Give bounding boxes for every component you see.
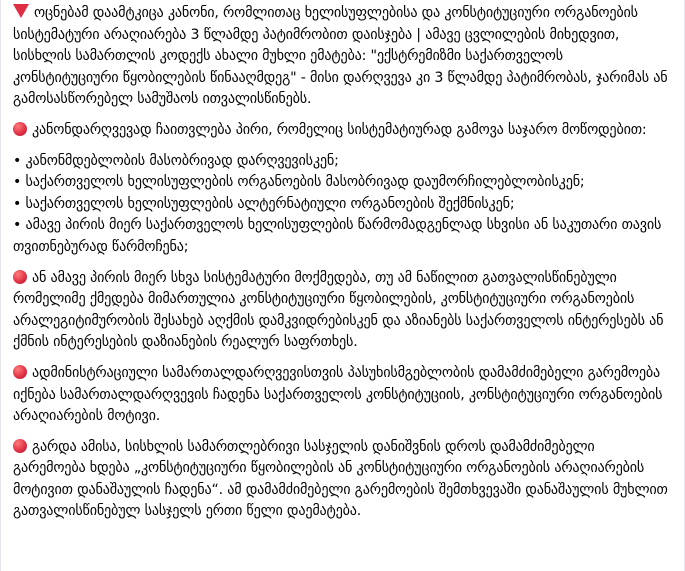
intro-paragraph: ოცნებამ დაამტკიცა კანონი, რომლითაც ხელისუფლებისა და კონსტიტუციური ორგანოების სისტემატური არაღიარება 3 წლამდე პატიმრობით დაისჯება | ამავე ცვლილების მიხედვით, სისხლის სამართლის კოდექს ახალი მუხლი ემატება: "ექსტრემიზმი საქართველოს კონსტიტუციური წყობილების წინააღმდეგ" - მისი დარღვევა კი 3 წლამდე პატიმრობას, ჯარიმას ან გამოსასწორებელ სამუშაოს ითვალისწინებს. [13, 5, 668, 108]
red-circle-icon [13, 365, 27, 379]
list-item: • საქართველოს ხელისუფლების ორგანოების მასობრივად დაუმორჩილებლობისკენ; [13, 174, 585, 191]
paragraph-criminal: გარდა ამისა, სისხლის სამართლებრივი სასჯელის დანიშვნის დროს დამამძიმებელი გარემოება ხდება „კონსტიტუციური წყობილების ან კონსტიტუციური ორგანოების არაღიარების მოტივით დანაშაულის ჩადენა“. ამ დამამძიმებელი გარემოების შემთხვევაში დანაშაულის მუხლით გათვალისწინებულ სასჯელს ერთი წელი დაემატება. [13, 438, 668, 520]
list-item: • საქართველოს ხელისუფლების ალტერნატიული ორგანოების შექმნისკენ; [13, 195, 515, 212]
red-circle-icon [13, 439, 27, 453]
paragraph-other-actions: ან ამავე პირის მიერ სხვა სისტემატური მოქმედება, თუ ამ ნაწილით გათვალისწინებული რომელიმე ქმედება მიმართულია კონსტიტუციური წყობილების, კონსტიტუციური ორგანოების არალეგიტიმურობის შესახებ აღქმის დამკვიდრებისკენ და აზიანებს საქართველოს ინტერესებს ან ქმნის ინტერესების დაზიანების რეალურ საფრთხეს. [13, 269, 664, 351]
red-circle-icon [13, 122, 27, 136]
paragraph-definition: კანონდარღვევად ჩაითვლება პირი, რომელიც სისტემატიურად გამოვა საჯარო მოწოდებით: [13, 120, 670, 142]
bullet-list [13, 151, 670, 259]
paragraph-administrative: ადმინისტრაციული სამართალდარღვევისთვის პასუხისმგებლობის დამამძიმებელი გარემოება იქნება სამართალდარღვევის ჩადენა საქართველოს კონსტიტუციის, კონსტიტუციური ორგანოების არაღიარების მოტივი. [13, 364, 663, 425]
red-triangle-down-icon [13, 4, 29, 18]
red-circle-icon [13, 270, 27, 284]
list-item: • კანონმდებლობის მასობრივად დარღვევისკენ; [13, 152, 339, 169]
list-item: • ამავე პირის მიერ საქართველოს ხელისუფლების წარმომადგენლად სხვისი ან საკუთარი თავის თვითნებურად წარმოჩენა; [13, 217, 662, 255]
